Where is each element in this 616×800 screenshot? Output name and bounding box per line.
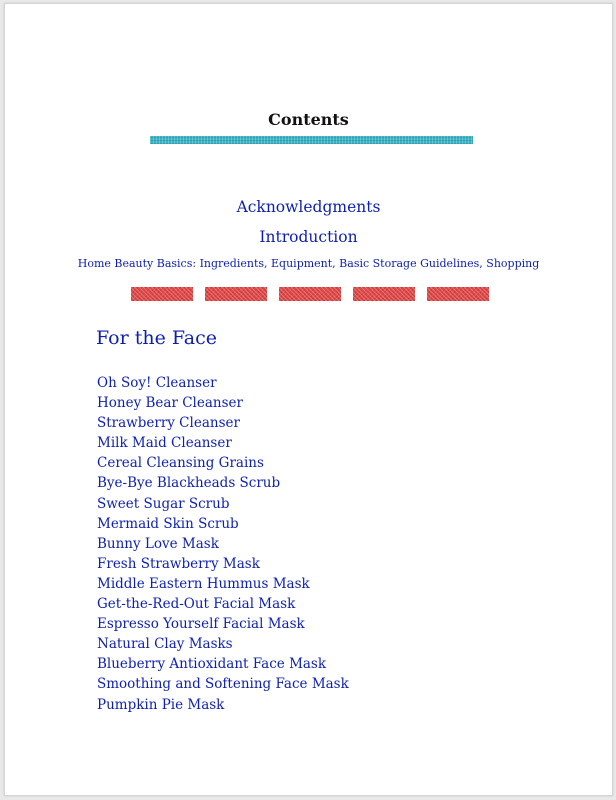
link-introduction[interactable]: Introduction xyxy=(259,228,358,246)
link-acknowledgments[interactable]: Acknowledgments xyxy=(236,198,381,216)
contents-title: Contents xyxy=(268,110,349,129)
red-divider-segment xyxy=(427,287,489,301)
recipe-link[interactable]: Fresh Strawberry Mask xyxy=(97,555,260,572)
recipe-link[interactable]: Milk Maid Cleanser xyxy=(97,435,232,452)
recipe-link[interactable]: Espresso Yourself Facial Mask xyxy=(97,616,305,633)
section-heading-for-the-face[interactable]: For the Face xyxy=(96,327,217,349)
recipe-link[interactable]: Blueberry Antioxidant Face Mask xyxy=(97,656,327,673)
recipe-link[interactable]: Natural Clay Masks xyxy=(97,636,233,653)
recipe-link[interactable]: Strawberry Cleanser xyxy=(97,415,240,432)
decorative-teal-rule xyxy=(150,136,473,144)
recipe-link[interactable]: Middle Eastern Hummus Mask xyxy=(97,575,310,592)
recipe-link[interactable]: Pumpkin Pie Mask xyxy=(97,696,225,713)
recipe-link[interactable]: Get-the-Red-Out Facial Mask xyxy=(97,596,296,613)
recipe-link[interactable]: Bunny Love Mask xyxy=(97,535,219,552)
recipe-link[interactable]: Sweet Sugar Scrub xyxy=(97,495,230,512)
red-divider-segment xyxy=(279,287,341,301)
link-home-beauty-basics[interactable]: Home Beauty Basics: Ingredients, Equipment, Basic Storage Guidelines, Shopping xyxy=(77,257,540,270)
red-divider-segment xyxy=(205,287,267,301)
red-divider-segment xyxy=(131,287,193,301)
red-divider-segment xyxy=(353,287,415,301)
recipe-link[interactable]: Honey Bear Cleanser xyxy=(97,395,243,412)
recipe-link[interactable]: Cereal Cleansing Grains xyxy=(97,455,264,472)
decorative-red-divider xyxy=(131,287,491,301)
recipe-link[interactable]: Mermaid Skin Scrub xyxy=(97,515,239,532)
recipe-link[interactable]: Smoothing and Softening Face Mask xyxy=(97,676,349,693)
document-page xyxy=(4,3,613,796)
recipe-list xyxy=(97,373,349,715)
recipe-link[interactable]: Bye-Bye Blackheads Scrub xyxy=(97,475,281,492)
recipe-link[interactable]: Oh Soy! Cleanser xyxy=(97,375,217,391)
